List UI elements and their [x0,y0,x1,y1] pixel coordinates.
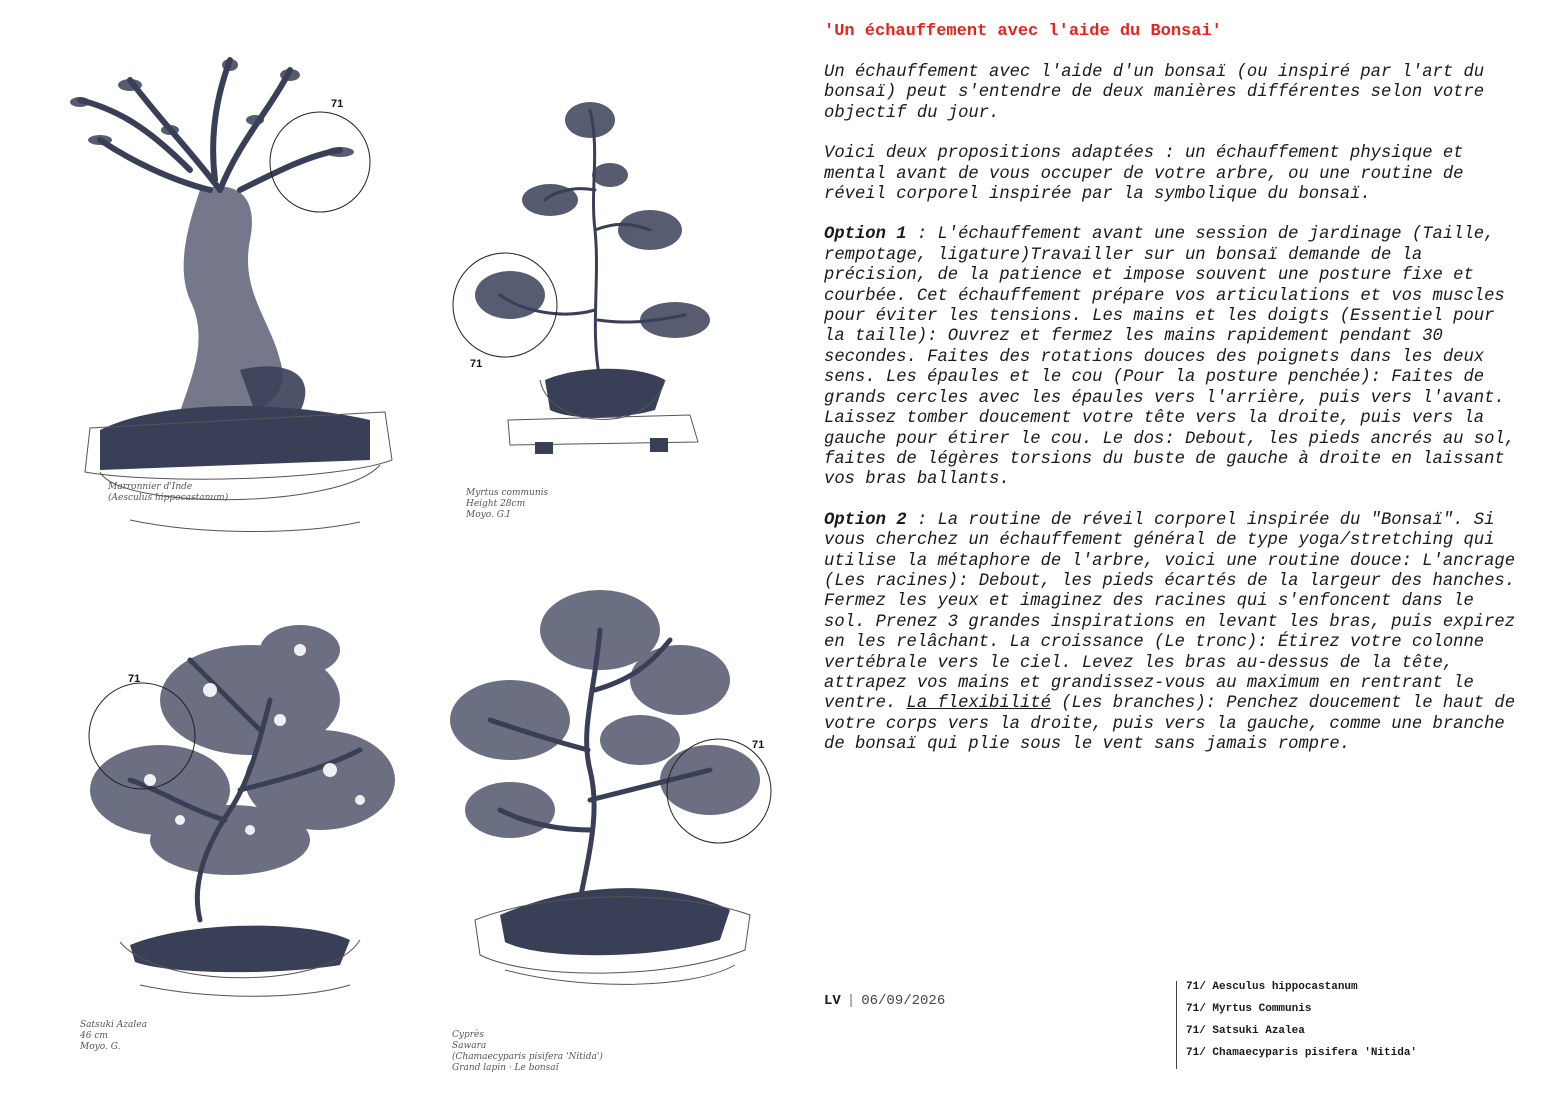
marker-number-myrtus: 71 [470,358,483,370]
date: 06/09/2026 [861,993,946,1009]
highlight-circle-aesculus [268,108,372,216]
signature-line [824,993,945,1009]
caption-line: 46 cm [80,1031,108,1041]
option-1-text: L'échauffement avant une session de jardinage (Taille, rempotage, ligature)Travailler sur un bonsaï demande de la précision, de la patience et impose souvent une posture fixe et courbée. Cet échauffement prépare vos articulations et vos muscles pour éviter les tensions. Les mains et les doigts (Essentiel pour la taille): Ouvrez et fermez les mains rapidement pendant 30 secondes. Faites des rotations douces des poignets dans les deux sens. Les épaules et le cou (Pour la posture penchée): Faites de grands cercles avec les épaules vers l'arrière, puis vers l'avant. Laissez tomber doucement votre tête vers la droite, puis vers la gauche pour étirer le cou. Le dos: Debout, les pieds ancrés au sol, faites de légères torsions du buste de gauche à droite en laissant vos bras ballants. [824,225,1516,490]
caption-line: Grand lapin · Le bonsaï [452,1063,559,1073]
species-legend [1176,981,1417,1069]
option-2-label: Option 2 [824,510,907,530]
caption-azalea [80,1020,147,1053]
caption-myrtus [466,488,548,521]
sketch-satsuki-azalea [60,590,420,1010]
caption-chamaecyparis [452,1030,603,1074]
legend-item: 71/ Myrtus Communis [1186,1003,1312,1015]
highlight-circle-myrtus [450,250,560,360]
intro-paragraph-1: Un échauffement avec l'aide d'un bonsaï (ou inspiré par l'art du bonsaï) peut s'entendre de deux manières différentes selon votre objectif du jour. [824,63,1485,123]
azalea-drawing [60,590,420,1010]
separator: | [846,993,856,1009]
marker-number-chamaecyparis: 71 [752,739,765,751]
option-2-paragraph [824,511,1524,756]
caption-line: Cyprès [452,1030,484,1040]
option-2-underlined: La flexibilité [906,694,1051,714]
caption-line: (Aesculus hippocastanum) [108,493,229,503]
highlight-circle-azalea [86,680,198,792]
option-1-colon: : [906,225,938,245]
marker-number-aesculus: 71 [331,98,344,110]
article-text [824,22,1524,776]
option-1-label: Option 1 [824,225,907,245]
caption-line: Sawara [452,1041,487,1051]
option-1-paragraph [824,225,1524,490]
caption-line: (Chamaecyparis pisifera 'Nitida') [452,1052,603,1062]
caption-aesculus [108,482,228,504]
caption-line: Satsuki Azalea [80,1020,147,1030]
caption-line: Moyo. G. [80,1042,121,1052]
option-2-colon: : [906,510,938,530]
intro-paragraph-2: Voici deux propositions adaptées : un échauffement physique et mental avant de vous occuper de votre arbre, ou une routine de réveil corporel inspirée par la symbolique du bonsaï. [824,144,1464,205]
legend-item: 71/ Chamaecyparis pisifera 'Nitida' [1186,1047,1418,1059]
author-initials: LV [824,993,841,1009]
article-title: 'Un échauffement avec l'aide du Bonsai' [824,22,1222,41]
caption-line: Height 28cm [466,499,526,509]
legend-item: 71/ Satsuki Azalea [1186,1025,1305,1037]
legend-item: 71/ Aesculus hippocastanum [1186,981,1358,993]
caption-line: Marronnier d'Inde [108,482,193,492]
highlight-circle-chamaecyparis [664,736,774,846]
marker-number-azalea: 71 [128,673,141,685]
option-2-text-after: (Les branches): Penchez doucement le haut de votre corps vers la droite, puis vers la gauche, comme une branche de bonsaï qui plie sous le vent sans jamais rompre. [824,694,1516,755]
caption-line: Moyo. G.I [466,510,510,520]
caption-line: Myrtus communis [466,488,549,498]
option-2-text-before: La routine de réveil corporel inspirée du "Bonsaï". Si vous cherchez un échauffement général de type yoga/stretching qui utilise la métaphore de l'arbre, voici une routine douce: L'ancrage (Les racines): Debout, les pieds écartés de la largeur des hanches. Fermez les yeux et imaginez des racines qui s'enfoncent dans le sol. Prenez 3 grandes inspirations en levant les bras, puis expirez en les relâchant. La croissance (Le tronc): Étirez votre colonne vertébrale vers le ciel. Levez les bras au-dessus de la tête, attrapez vos mains et grandissez-vous au maximum en rentrant le ventre. [824,510,1516,714]
